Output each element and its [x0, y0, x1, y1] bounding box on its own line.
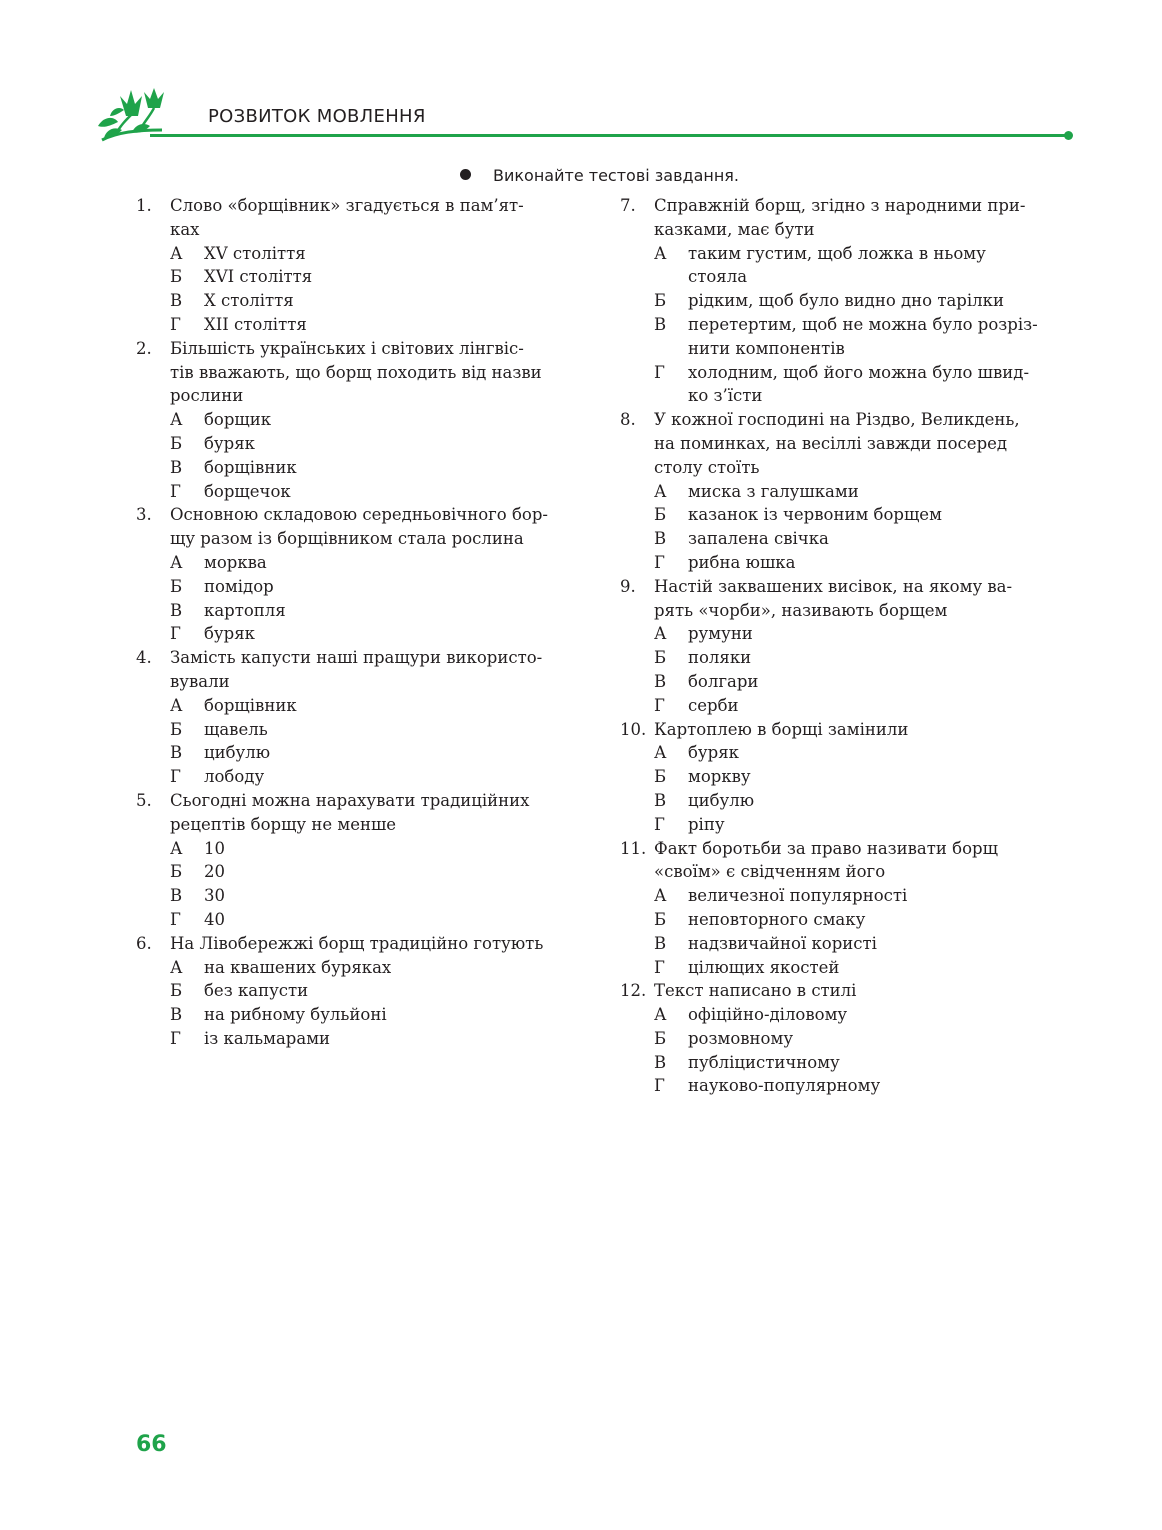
option-text-line: серби	[688, 695, 739, 715]
answer-option	[654, 765, 1072, 789]
answer-option	[654, 361, 1072, 409]
answer-option	[654, 741, 1072, 765]
test-question	[136, 932, 588, 1051]
answer-option	[170, 837, 588, 861]
question-text-line: Основною складовою середньовічного бор-	[170, 505, 548, 525]
answer-option	[654, 313, 1072, 361]
question-number: 2.	[136, 338, 152, 358]
answer-option	[654, 694, 1072, 718]
option-text-line: розмовному	[688, 1028, 794, 1048]
answer-option	[170, 1003, 588, 1027]
option-text-line: морква	[204, 552, 267, 572]
answer-option	[654, 646, 1072, 670]
answer-option	[170, 979, 588, 1003]
option-text-line: перетертим, щоб не можна було розріз-	[688, 314, 1038, 334]
option-text-line: 40	[204, 909, 225, 929]
option-text	[688, 622, 1072, 646]
option-text	[204, 265, 588, 289]
answer-option	[170, 242, 588, 266]
option-text	[688, 480, 1072, 504]
option-text	[688, 1003, 1072, 1027]
answer-option	[654, 527, 1072, 551]
question-text-line: Замість капусти наші пращури використо-	[170, 648, 543, 668]
option-text-line: 20	[204, 862, 225, 882]
answer-option	[170, 265, 588, 289]
option-letter: В	[170, 886, 183, 906]
test-question	[136, 503, 588, 646]
answer-option	[654, 622, 1072, 646]
question-text-line: щу разом із борщівником стала рослина	[170, 529, 524, 549]
option-text	[204, 480, 588, 504]
answer-option	[170, 313, 588, 337]
question-text-line: У кожної господині на Різдво, Великдень,	[654, 410, 1020, 430]
option-letter: Б	[654, 909, 667, 929]
option-text-line: миска з галушками	[688, 481, 859, 501]
option-text-line: борщик	[204, 410, 272, 430]
option-letter: А	[654, 624, 667, 644]
option-text	[204, 313, 588, 337]
option-text-line: цілющих якостей	[688, 957, 840, 977]
test-question	[136, 194, 588, 337]
option-text-line: борщечок	[204, 481, 291, 501]
answer-option	[170, 456, 588, 480]
answer-option	[654, 813, 1072, 837]
option-text	[688, 813, 1072, 837]
option-letter: Б	[654, 648, 667, 668]
option-letter: А	[170, 243, 183, 263]
option-letter: Г	[654, 695, 665, 715]
question-text	[654, 575, 1072, 623]
question-text-line: Картоплею в борщі замінили	[654, 719, 909, 739]
option-text-line: холодним, щоб його можна було швид-	[688, 362, 1030, 382]
test-question	[136, 337, 588, 504]
option-letter: Г	[654, 552, 665, 572]
question-stem	[136, 932, 588, 956]
option-letter: Г	[170, 767, 181, 787]
question-text	[170, 932, 588, 956]
option-text	[688, 670, 1072, 694]
option-letter: Г	[654, 957, 665, 977]
option-text-line: лободу	[204, 767, 265, 787]
answer-option	[654, 1051, 1072, 1075]
option-text-line: болгари	[688, 671, 759, 691]
answer-options	[170, 551, 588, 646]
option-text	[204, 741, 588, 765]
option-letter: А	[170, 552, 183, 572]
option-text-line: помідор	[204, 576, 274, 596]
option-text	[688, 1051, 1072, 1075]
option-text-line: таким густим, щоб ложка в ньому	[688, 243, 986, 263]
question-text-line: Факт боротьби за право називати борщ	[654, 838, 998, 858]
question-number: 7.	[620, 196, 636, 215]
test-question	[136, 789, 588, 932]
question-text	[170, 503, 588, 551]
answer-option	[170, 884, 588, 908]
question-text-line: столу стоїть	[654, 457, 760, 477]
question-text	[170, 646, 588, 694]
option-text	[688, 694, 1072, 718]
question-text-line: Настій заквашених висівок, на якому ва-	[654, 576, 1013, 596]
question-number: 6.	[136, 933, 152, 953]
answer-option	[654, 932, 1072, 956]
option-text-line: X століття	[204, 291, 294, 311]
question-text-line: Слово «борщівник» згадується в пам’ят-	[170, 196, 524, 215]
answer-option	[170, 289, 588, 313]
option-letter: А	[654, 743, 667, 763]
option-text	[688, 765, 1072, 789]
option-text-line: моркву	[688, 767, 751, 787]
option-text-line: XVI століття	[204, 267, 313, 287]
page-number: 66	[136, 1432, 167, 1457]
option-text-line: XV століття	[204, 243, 306, 263]
answer-option	[654, 884, 1072, 908]
answer-option	[654, 242, 1072, 290]
option-letter: Б	[170, 267, 183, 287]
option-text	[688, 313, 1072, 361]
answer-option	[654, 1027, 1072, 1051]
answer-options	[654, 741, 1072, 836]
question-text-line: Справжній борщ, згідно з народними при-	[654, 196, 1026, 215]
option-text	[204, 908, 588, 932]
option-text-line: без капусти	[204, 981, 309, 1001]
option-letter: А	[654, 1005, 667, 1025]
option-letter: Г	[654, 362, 665, 382]
option-text-line: 30	[204, 886, 225, 906]
question-stem	[620, 575, 1072, 623]
option-text	[688, 361, 1072, 409]
option-text	[204, 408, 588, 432]
question-number: 9.	[620, 576, 636, 596]
answer-option	[170, 599, 588, 623]
answer-option	[654, 908, 1072, 932]
question-number: 12.	[620, 981, 647, 1001]
option-letter: В	[654, 671, 667, 691]
option-text	[204, 599, 588, 623]
question-text	[654, 718, 1072, 742]
option-text-line: величезної популярності	[688, 886, 908, 906]
answer-option	[170, 908, 588, 932]
option-text	[204, 456, 588, 480]
option-letter: А	[654, 243, 667, 263]
option-text-line: ріпу	[688, 814, 725, 834]
option-text	[204, 432, 588, 456]
option-letter: Б	[654, 1028, 667, 1048]
option-letter: А	[170, 957, 183, 977]
question-stem	[620, 837, 1072, 885]
option-text	[204, 1003, 588, 1027]
question-text-line: Сьогодні можна нарахувати традиційних	[170, 790, 530, 810]
option-text	[688, 932, 1072, 956]
answer-options	[654, 622, 1072, 717]
option-letter: Б	[654, 767, 667, 787]
option-letter: Г	[170, 909, 181, 929]
option-letter: Б	[170, 862, 183, 882]
option-letter: Г	[170, 1028, 181, 1048]
option-text-line: науково-популярному	[688, 1076, 881, 1096]
option-text	[204, 551, 588, 575]
option-letter: В	[654, 790, 667, 810]
answer-options	[654, 242, 1072, 409]
option-letter: А	[170, 695, 183, 715]
option-text-line: казанок із червоним борщем	[688, 505, 942, 525]
option-letter: В	[170, 600, 183, 620]
question-text-line: рецептів борщу не менше	[170, 814, 397, 834]
option-text	[688, 908, 1072, 932]
answer-options	[654, 884, 1072, 979]
answer-options	[654, 1003, 1072, 1098]
answer-option	[654, 789, 1072, 813]
answer-option	[654, 1003, 1072, 1027]
question-stem	[136, 646, 588, 694]
section-title: РОЗВИТОК МОВЛЕННЯ	[208, 106, 426, 127]
answer-option	[170, 1027, 588, 1051]
option-text-line: нити компонентів	[688, 338, 845, 358]
test-question	[620, 575, 1072, 718]
answer-option	[170, 694, 588, 718]
option-letter: Б	[654, 505, 667, 525]
bullet-icon	[460, 169, 471, 180]
option-text	[204, 884, 588, 908]
option-text	[204, 289, 588, 313]
option-text	[688, 646, 1072, 670]
option-letter: Б	[654, 291, 667, 311]
answer-option	[170, 432, 588, 456]
option-text	[688, 503, 1072, 527]
option-text	[204, 242, 588, 266]
option-letter: В	[654, 529, 667, 549]
header-divider-dot	[1064, 131, 1073, 140]
option-text-line: буряк	[688, 743, 739, 763]
answer-option	[170, 741, 588, 765]
option-text	[204, 979, 588, 1003]
question-number: 11.	[620, 838, 647, 858]
option-letter: Г	[170, 624, 181, 644]
test-question	[620, 979, 1072, 1098]
option-text-line: офіційно-діловому	[688, 1005, 848, 1025]
option-text-line: борщівник	[204, 695, 297, 715]
answer-option	[654, 551, 1072, 575]
answer-option	[170, 956, 588, 980]
question-text-line: На Лівобережжі борщ традиційно готують	[170, 933, 544, 953]
option-text	[204, 837, 588, 861]
option-letter: В	[654, 314, 667, 334]
option-text-line: XII століття	[204, 314, 307, 334]
answer-options	[170, 242, 588, 337]
option-text-line: із кальмарами	[204, 1028, 331, 1048]
test-question	[620, 408, 1072, 575]
option-text-line: неповторного смаку	[688, 909, 866, 929]
questions-left-column	[136, 194, 588, 1051]
question-text	[654, 979, 1072, 1003]
instruction-text: Виконайте тестові завдання.	[493, 166, 740, 185]
question-number: 8.	[620, 410, 636, 430]
option-letter: Г	[170, 314, 181, 334]
answer-option	[170, 622, 588, 646]
option-text	[204, 694, 588, 718]
answer-option	[654, 289, 1072, 313]
option-text	[204, 956, 588, 980]
option-letter: В	[170, 743, 183, 763]
option-text-line: запалена свічка	[688, 529, 829, 549]
option-text	[688, 551, 1072, 575]
option-text	[688, 289, 1072, 313]
option-letter: А	[170, 838, 183, 858]
option-letter: Г	[654, 1076, 665, 1096]
option-text-line: буряк	[204, 624, 255, 644]
option-text-line: цибулю	[204, 743, 271, 763]
answer-options	[170, 408, 588, 503]
question-number: 3.	[136, 505, 152, 525]
answer-option	[170, 718, 588, 742]
option-text	[204, 575, 588, 599]
question-stem	[136, 503, 588, 551]
option-text-line: щавель	[204, 719, 268, 739]
option-text-line: рибна юшка	[688, 552, 796, 572]
option-text-line: буряк	[204, 433, 255, 453]
answer-options	[170, 837, 588, 932]
option-letter: Г	[654, 814, 665, 834]
question-text-line: Текст написано в стилі	[654, 981, 857, 1001]
answer-option	[170, 575, 588, 599]
question-text	[654, 837, 1072, 885]
flower-sprig-icon	[96, 86, 176, 146]
answer-option	[170, 765, 588, 789]
answer-options	[654, 480, 1072, 575]
option-letter: А	[654, 481, 667, 501]
option-letter: Б	[170, 981, 183, 1001]
option-letter: В	[170, 291, 183, 311]
question-number: 5.	[136, 790, 152, 810]
question-stem	[136, 789, 588, 837]
option-text-line: ко з’їсти	[688, 386, 763, 406]
option-letter: А	[654, 886, 667, 906]
option-letter: В	[654, 933, 667, 953]
answer-option	[654, 480, 1072, 504]
option-text-line: цибулю	[688, 790, 755, 810]
question-stem	[136, 337, 588, 408]
option-text-line: на квашених буряках	[204, 957, 392, 977]
option-letter: В	[170, 1005, 183, 1025]
option-text-line: картопля	[204, 600, 286, 620]
answer-option	[654, 670, 1072, 694]
option-text-line: надзвичайної користі	[688, 933, 877, 953]
question-text	[170, 789, 588, 837]
question-text	[170, 337, 588, 408]
question-text	[654, 194, 1072, 242]
option-text-line: публіцистичному	[688, 1052, 840, 1072]
question-text-line: тів вважають, що борщ походить від назви	[170, 362, 542, 382]
option-letter: Г	[170, 481, 181, 501]
option-text-line: на рибному бульйоні	[204, 1005, 387, 1025]
question-number: 1.	[136, 196, 152, 215]
question-number: 4.	[136, 648, 152, 668]
option-text	[688, 1027, 1072, 1051]
option-text	[688, 741, 1072, 765]
question-stem	[620, 194, 1072, 242]
option-letter: Б	[170, 576, 183, 596]
question-text-line: Більшість українських і світових лінгвіс-	[170, 338, 524, 358]
option-text	[688, 1074, 1072, 1098]
option-text-line: поляки	[688, 648, 752, 668]
option-text	[204, 622, 588, 646]
option-text-line: 10	[204, 838, 225, 858]
option-text	[204, 860, 588, 884]
answer-options	[170, 694, 588, 789]
answer-option	[654, 1074, 1072, 1098]
question-text-line: рять «чорби», називають борщем	[654, 600, 948, 620]
answer-option	[170, 860, 588, 884]
question-text-line: рослини	[170, 386, 244, 406]
test-question	[620, 837, 1072, 980]
answer-option	[654, 956, 1072, 980]
option-text-line: рідким, щоб було видно дно тарілки	[688, 291, 1004, 311]
test-question	[620, 194, 1072, 408]
option-text	[204, 718, 588, 742]
test-question	[620, 718, 1072, 837]
answer-option	[170, 480, 588, 504]
option-text	[688, 527, 1072, 551]
test-question	[136, 646, 588, 789]
option-text	[688, 884, 1072, 908]
answer-option	[170, 551, 588, 575]
question-text-line: на поминках, на весіллі завжди посеред	[654, 433, 1008, 453]
option-letter: А	[170, 410, 183, 430]
question-stem	[620, 408, 1072, 479]
option-text-line: стояла	[688, 267, 748, 287]
question-stem	[136, 194, 588, 242]
question-text-line: вували	[170, 671, 230, 691]
questions-right-column	[620, 194, 1072, 1098]
option-letter: Б	[170, 433, 183, 453]
question-number: 10.	[620, 719, 647, 739]
option-text	[688, 956, 1072, 980]
question-stem	[620, 979, 1072, 1003]
question-text-line: казками, має бути	[654, 219, 815, 239]
answer-options	[170, 956, 588, 1051]
question-text-line: ках	[170, 219, 200, 239]
option-text	[204, 1027, 588, 1051]
option-text	[688, 242, 1072, 290]
option-letter: В	[170, 457, 183, 477]
instruction	[460, 166, 739, 185]
question-text-line: «своїм» є свідченням його	[654, 862, 886, 882]
option-text	[688, 789, 1072, 813]
question-text	[654, 408, 1072, 479]
option-letter: В	[654, 1052, 667, 1072]
question-stem	[620, 718, 1072, 742]
option-text-line: румуни	[688, 624, 753, 644]
question-text	[170, 194, 588, 242]
option-text-line: борщівник	[204, 457, 297, 477]
answer-option	[654, 503, 1072, 527]
option-text	[204, 765, 588, 789]
option-letter: Б	[170, 719, 183, 739]
answer-option	[170, 408, 588, 432]
header-divider	[150, 134, 1066, 137]
